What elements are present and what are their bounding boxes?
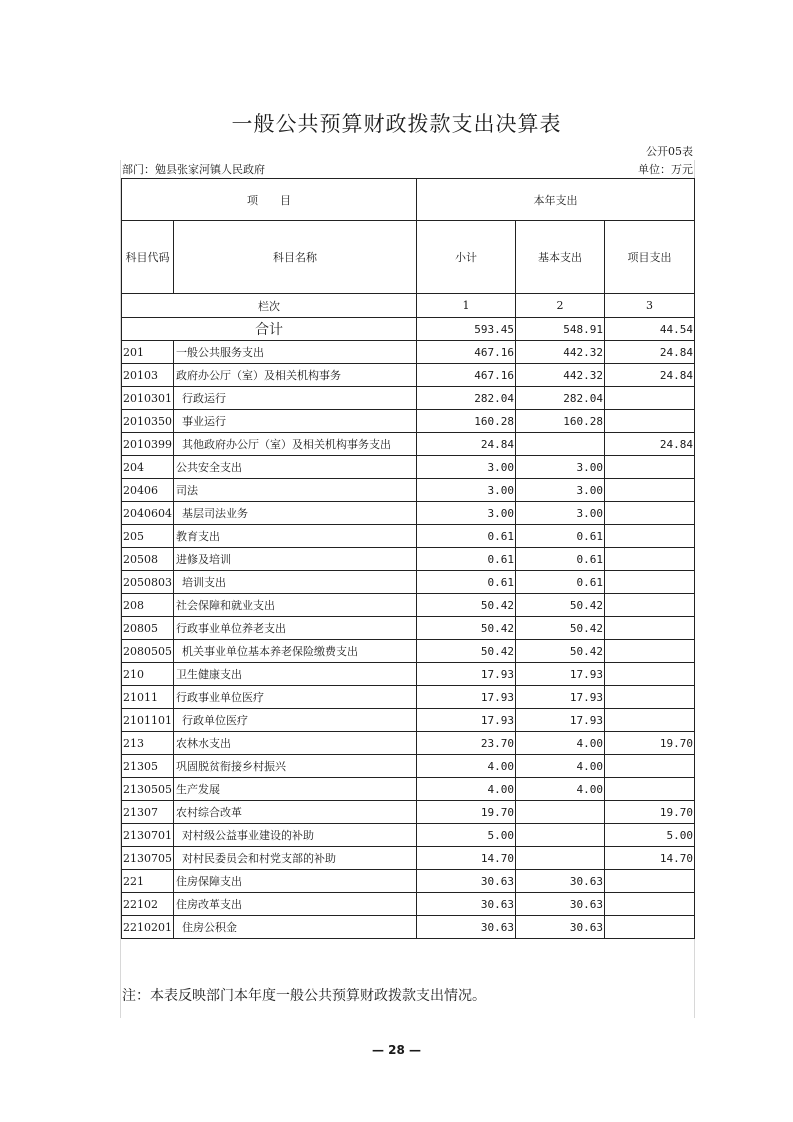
- row-project: [605, 755, 695, 778]
- row-basic: 30.63: [516, 916, 605, 939]
- row-subtotal: 0.61: [417, 525, 516, 548]
- row-project: 24.84: [605, 364, 695, 387]
- row-name: 基层司法业务: [174, 502, 417, 525]
- row-name: 行政单位医疗: [174, 709, 417, 732]
- row-code: 2050803: [122, 571, 174, 594]
- table-row: [122, 525, 695, 548]
- row-code: 21307: [122, 801, 174, 824]
- row-subtotal: 4.00: [417, 755, 516, 778]
- row-basic: [516, 801, 605, 824]
- row-basic: 0.61: [516, 548, 605, 571]
- row-code: 210: [122, 663, 174, 686]
- header-basic: 基本支出: [516, 221, 605, 294]
- row-name: 司法: [174, 479, 417, 502]
- row-subtotal: 17.93: [417, 663, 516, 686]
- row-name: 机关事业单位基本养老保险缴费支出: [174, 640, 417, 663]
- row-subtotal: 4.00: [417, 778, 516, 801]
- unit-label: 单位：万元: [638, 163, 693, 176]
- row-subtotal: 19.70: [417, 801, 516, 824]
- row-project: [605, 410, 695, 433]
- total-row: [122, 318, 695, 341]
- table-row: [122, 502, 695, 525]
- table-number: 公开05表: [646, 145, 693, 158]
- row-subtotal: 17.93: [417, 686, 516, 709]
- row-code: 221: [122, 870, 174, 893]
- row-basic: 17.93: [516, 686, 605, 709]
- row-code: 2101101: [122, 709, 174, 732]
- total-project: 44.54: [605, 318, 695, 341]
- row-project: [605, 640, 695, 663]
- table-row: [122, 548, 695, 571]
- row-basic: 30.63: [516, 893, 605, 916]
- row-project: [605, 594, 695, 617]
- expenditure-table: [121, 178, 695, 997]
- table-row: [122, 893, 695, 916]
- row-basic: 282.04: [516, 387, 605, 410]
- row-project: [605, 778, 695, 801]
- table-row: [122, 801, 695, 824]
- row-name: 社会保障和就业支出: [174, 594, 417, 617]
- row-subtotal: 0.61: [417, 548, 516, 571]
- table-row: [122, 341, 695, 364]
- table-row: [122, 594, 695, 617]
- row-code: 201: [122, 341, 174, 364]
- row-basic: 442.32: [516, 341, 605, 364]
- row-subtotal: 5.00: [417, 824, 516, 847]
- row-subtotal: 50.42: [417, 594, 516, 617]
- row-subtotal: 467.16: [417, 364, 516, 387]
- row-name: 生产发展: [174, 778, 417, 801]
- row-subtotal: 30.63: [417, 893, 516, 916]
- row-name: 行政事业单位医疗: [174, 686, 417, 709]
- row-subtotal: 3.00: [417, 479, 516, 502]
- row-project: [605, 617, 695, 640]
- table-row: [122, 847, 695, 870]
- row-basic: 4.00: [516, 732, 605, 755]
- row-name: 对村民委员会和村党支部的补助: [174, 847, 417, 870]
- table-row: [122, 824, 695, 847]
- row-subtotal: 23.70: [417, 732, 516, 755]
- row-code: 204: [122, 456, 174, 479]
- header-item: 项 目: [122, 179, 417, 221]
- table-row: [122, 732, 695, 755]
- row-code: 205: [122, 525, 174, 548]
- row-name: 教育支出: [174, 525, 417, 548]
- row-subtotal: 3.00: [417, 502, 516, 525]
- header-code: 科目代码: [122, 221, 174, 294]
- row-code: 2010301: [122, 387, 174, 410]
- row-basic: 160.28: [516, 410, 605, 433]
- row-basic: 50.42: [516, 594, 605, 617]
- row-code: 21305: [122, 755, 174, 778]
- table-row: [122, 410, 695, 433]
- row-basic: 442.32: [516, 364, 605, 387]
- row-code: 20406: [122, 479, 174, 502]
- row-project: [605, 502, 695, 525]
- row-name: 培训支出: [174, 571, 417, 594]
- header-row-top: [122, 179, 695, 221]
- table-row: [122, 686, 695, 709]
- row-name: 农村综合改革: [174, 801, 417, 824]
- row-code: 2040604: [122, 502, 174, 525]
- row-project: [605, 387, 695, 410]
- row-basic: 17.93: [516, 663, 605, 686]
- total-label: 合计: [122, 318, 417, 341]
- row-project: [605, 686, 695, 709]
- row-basic: [516, 433, 605, 456]
- row-basic: 3.00: [516, 479, 605, 502]
- row-name: 行政运行: [174, 387, 417, 410]
- row-subtotal: 30.63: [417, 870, 516, 893]
- row-subtotal: 160.28: [417, 410, 516, 433]
- row-basic: 50.42: [516, 617, 605, 640]
- table-row: [122, 479, 695, 502]
- lanci-col-1: 1: [417, 294, 516, 318]
- row-name: 住房公积金: [174, 916, 417, 939]
- row-subtotal: 14.70: [417, 847, 516, 870]
- data-rows: [122, 341, 695, 939]
- page-number: — 28 —: [371, 1043, 422, 1057]
- total-basic: 548.91: [516, 318, 605, 341]
- lanci-label: 栏次: [122, 294, 417, 318]
- table-row: [122, 617, 695, 640]
- row-subtotal: 282.04: [417, 387, 516, 410]
- row-code: 2130705: [122, 847, 174, 870]
- header-name: 科目名称: [174, 221, 417, 294]
- row-project: [605, 870, 695, 893]
- row-name: 住房保障支出: [174, 870, 417, 893]
- row-project: [605, 709, 695, 732]
- row-subtotal: 467.16: [417, 341, 516, 364]
- table-row: [122, 640, 695, 663]
- row-basic: 3.00: [516, 456, 605, 479]
- lanci-col-2: 2: [516, 294, 605, 318]
- table-row: [122, 571, 695, 594]
- row-subtotal: 24.84: [417, 433, 516, 456]
- row-project: [605, 456, 695, 479]
- row-basic: [516, 824, 605, 847]
- row-code: 20103: [122, 364, 174, 387]
- row-code: 20508: [122, 548, 174, 571]
- row-subtotal: 50.42: [417, 640, 516, 663]
- department-label: 部门：勉县张家河镇人民政府: [122, 163, 265, 176]
- row-subtotal: 3.00: [417, 456, 516, 479]
- row-code: 208: [122, 594, 174, 617]
- row-code: 2210201: [122, 916, 174, 939]
- row-project: 14.70: [605, 847, 695, 870]
- row-name: 事业运行: [174, 410, 417, 433]
- row-project: [605, 571, 695, 594]
- table-row: [122, 663, 695, 686]
- row-basic: [516, 847, 605, 870]
- row-name: 一般公共服务支出: [174, 341, 417, 364]
- row-project: [605, 479, 695, 502]
- row-code: 2130505: [122, 778, 174, 801]
- table-row: [122, 364, 695, 387]
- row-code: 2010350: [122, 410, 174, 433]
- row-basic: 17.93: [516, 709, 605, 732]
- row-project: 5.00: [605, 824, 695, 847]
- row-basic: 0.61: [516, 525, 605, 548]
- row-name: 行政事业单位养老支出: [174, 617, 417, 640]
- table-row: [122, 456, 695, 479]
- page-title: 一般公共预算财政拨款支出决算表: [231, 112, 562, 136]
- row-name: 巩固脱贫衔接乡村振兴: [174, 755, 417, 778]
- header-current-year: 本年支出: [417, 179, 695, 221]
- row-basic: 3.00: [516, 502, 605, 525]
- row-name: 其他政府办公厅（室）及相关机构事务支出: [174, 433, 417, 456]
- row-code: 2130701: [122, 824, 174, 847]
- table-row: [122, 433, 695, 456]
- row-project: 19.70: [605, 732, 695, 755]
- lanci-col-3: 3: [605, 294, 695, 318]
- header-row-sub: [122, 221, 695, 294]
- header-project: 项目支出: [605, 221, 695, 294]
- table-row: [122, 778, 695, 801]
- row-name: 进修及培训: [174, 548, 417, 571]
- header-subtotal: 小计: [417, 221, 516, 294]
- row-name: 卫生健康支出: [174, 663, 417, 686]
- row-basic: 50.42: [516, 640, 605, 663]
- row-name: 政府办公厅（室）及相关机构事务: [174, 364, 417, 387]
- column-index-row: [122, 294, 695, 318]
- row-code: 20805: [122, 617, 174, 640]
- row-code: 2080505: [122, 640, 174, 663]
- table-row: [122, 916, 695, 939]
- row-code: 2010399: [122, 433, 174, 456]
- row-subtotal: 50.42: [417, 617, 516, 640]
- row-project: 24.84: [605, 433, 695, 456]
- table-row: [122, 870, 695, 893]
- row-code: 22102: [122, 893, 174, 916]
- row-basic: 30.63: [516, 870, 605, 893]
- row-project: [605, 663, 695, 686]
- table-row: [122, 709, 695, 732]
- row-code: 21011: [122, 686, 174, 709]
- row-basic: 0.61: [516, 571, 605, 594]
- row-name: 住房改革支出: [174, 893, 417, 916]
- row-name: 对村级公益事业建设的补助: [174, 824, 417, 847]
- row-subtotal: 17.93: [417, 709, 516, 732]
- row-subtotal: 30.63: [417, 916, 516, 939]
- row-project: 19.70: [605, 801, 695, 824]
- row-basic: 4.00: [516, 755, 605, 778]
- row-basic: 4.00: [516, 778, 605, 801]
- table-note: 注：本表反映部门本年度一般公共预算财政拨款支出情况。: [122, 988, 486, 1004]
- total-subtotal: 593.45: [417, 318, 516, 341]
- row-project: [605, 916, 695, 939]
- row-name: 农林水支出: [174, 732, 417, 755]
- row-project: [605, 548, 695, 571]
- table-row: [122, 755, 695, 778]
- row-name: 公共安全支出: [174, 456, 417, 479]
- row-project: [605, 525, 695, 548]
- row-code: 213: [122, 732, 174, 755]
- row-project: 24.84: [605, 341, 695, 364]
- row-project: [605, 893, 695, 916]
- table-row: [122, 387, 695, 410]
- row-subtotal: 0.61: [417, 571, 516, 594]
